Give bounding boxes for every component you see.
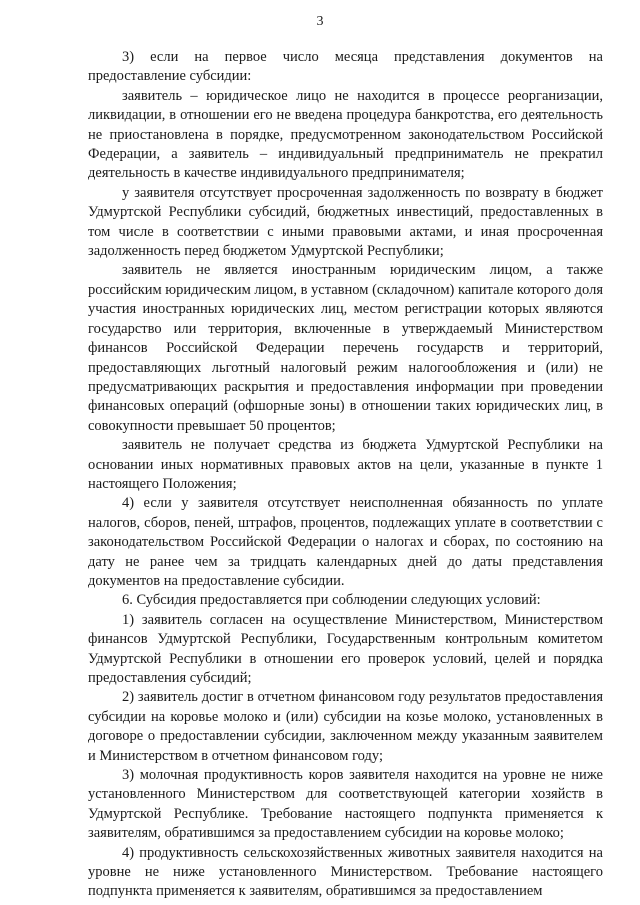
paragraph-no-reorganization: заявитель – юридическое лицо не находится в процессе реорганизации, ликвидации, в отношении его не введена процедура банкротства, его деятельность не приостановлена в порядке, предусмотренном законодательством Российской Федерации, а заявитель – индивидуальный предприниматель не прекратил деятельность в качестве индивидуального предпринимателя; xyxy=(88,87,603,182)
paragraph-condition-4: 4) продуктивность сельскохозяйственных животных заявителя находится на уровне не ниже установленного Министерством. Требование настоящего подпункта применяется к заявителям, обратившимся за предоставлением xyxy=(88,844,603,900)
page-number: 3 xyxy=(316,14,324,29)
paragraph-6-conditions: 6. Субсидия предоставляется при соблюдении следующих условий: xyxy=(122,592,541,609)
paragraph-not-foreign-entity: заявитель не является иностранным юридическим лицом, а также российским юридическим лицом, в уставном (складочном) капитале которого доля участия иностранных юридических лиц, местом регистрации которых являются государство или территория, включенные в утверждаемый Министерством финансов Российской Федерации перечень государств и территорий, предоставляющих льготный налоговый режим налогообложения и (или) не предусматривающих раскрытия и предоставления информации при проведении финансовых операций (офшорные зоны) в отношении таких юридических лиц, в совокупности превышает 50 процентов; xyxy=(88,262,603,434)
paragraph-no-overdue-debt: у заявителя отсутствует просроченная задолженность по возврату в бюджет Удмуртской Республики субсидий, бюджетных инвестиций, предоставленных в том числе в соответствии с иными правовыми актами, и иная просроченная задолженность перед бюджетом Удмуртской Республики; xyxy=(88,184,603,260)
paragraph-no-other-budget-funds: заявитель не получает средства из бюджета Удмуртской Республики на основании иных нормативных правовых актов на цели, указанные в пункте 1 настоящего Положения; xyxy=(88,437,603,492)
paragraph-condition-3: 3) молочная продуктивность коров заявителя находится на уровне не ниже установленного Министерством для соответствующей категории хозяйств в Удмуртской Республике. Требование настоящего подпункта применяется к заявителям, обратившимся за предоставлением субсидии на коровье молоко; xyxy=(88,767,603,842)
paragraph-4-no-tax-arrears: 4) если у заявителя отсутствует неисполненная обязанность по уплате налогов, сборов, пеней, штрафов, процентов, подлежащих уплате в соответствии с законодательством Российской Федерации о налогах и сборах, по состоянию на дату не ранее чем за тридцать календарных дней до даты представления документов на предоставление субсидии. xyxy=(88,495,603,589)
document-body xyxy=(88,48,603,902)
paragraph-3-intro: 3) если на первое число месяца представления документов на предоставление субсидии: xyxy=(88,49,603,85)
paragraph-condition-1: 1) заявитель согласен на осуществление Министерством, Министерством финансов Удмуртской Республики, Государственным контрольным комитетом Удмуртской Республики в отношении его проверок условий, целей и порядка предоставления субсидий; xyxy=(88,611,603,686)
paragraph-condition-2: 2) заявитель достиг в отчетном финансовом году результатов предоставления субсидии на коровье молоко и (или) субсидии на козье молоко, установленных в договоре о предоставлении субсидии, заключенном между указанным заявителем и Министерством в отчетном финансовом году; xyxy=(88,689,603,764)
